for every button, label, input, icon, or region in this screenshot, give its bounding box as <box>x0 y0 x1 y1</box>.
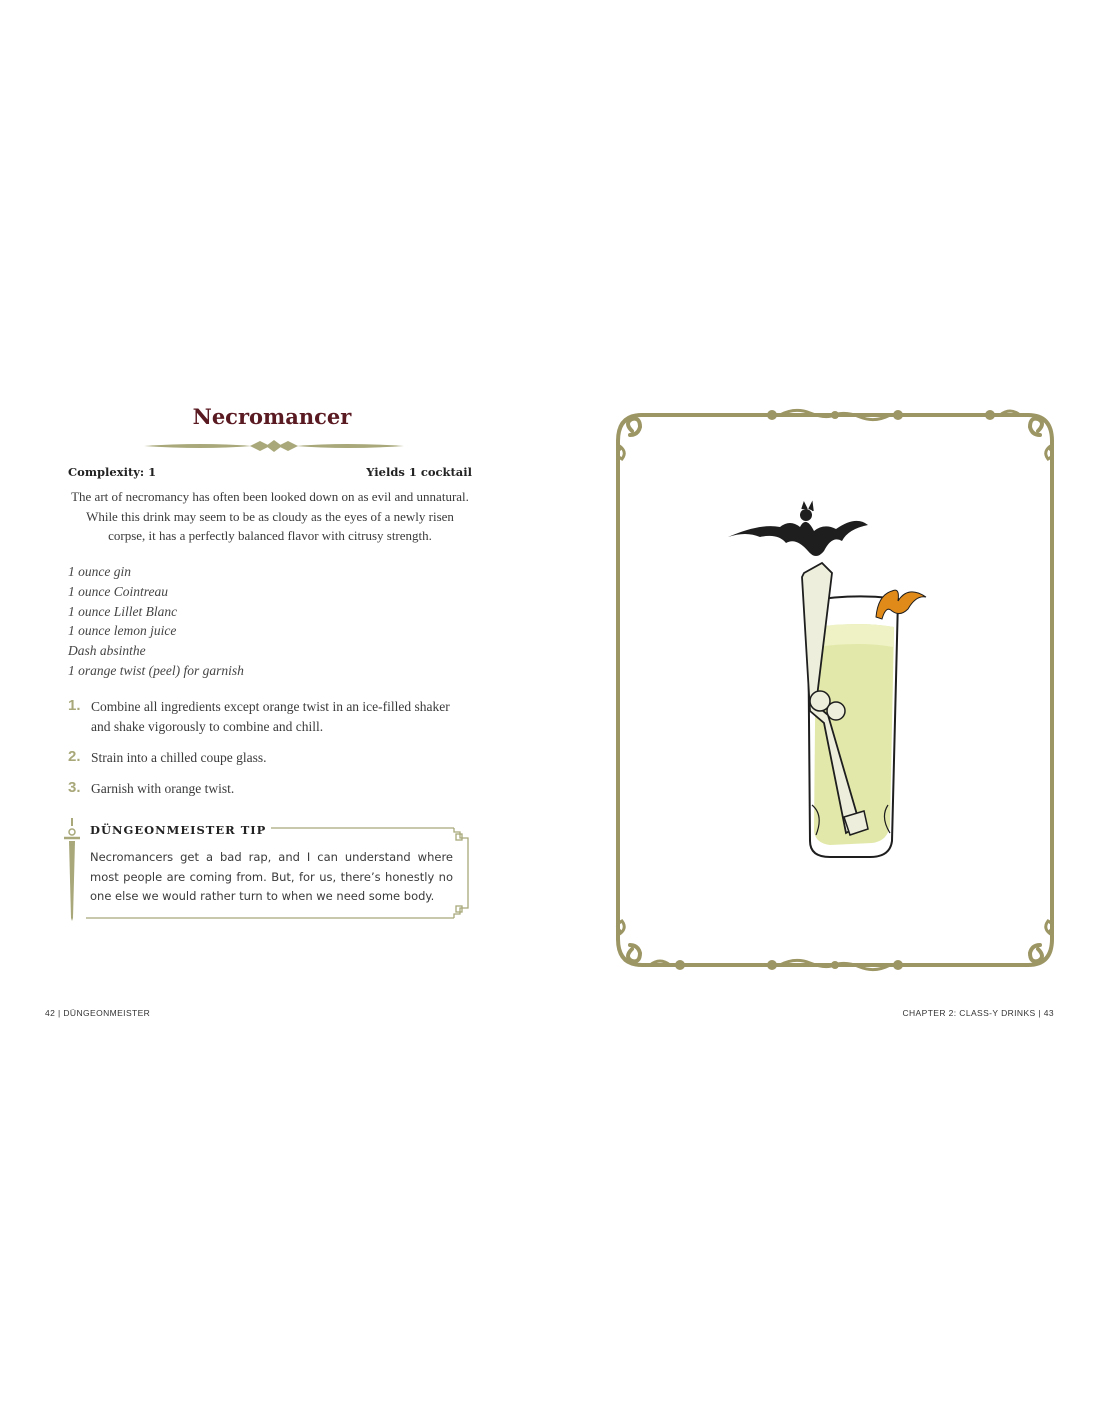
ingredient-item: 1 ounce Cointreau <box>68 583 168 599</box>
footer-right: CHAPTER 2: CLASS-Y DRINKS | 43 <box>902 1008 1054 1018</box>
ingredient-item: 1 orange twist (peel) for garnish <box>68 662 244 678</box>
ingredient-item: Dash absinthe <box>68 643 146 659</box>
step-item <box>68 748 468 768</box>
highball-glass-with-bone-and-bat-icon <box>728 503 926 857</box>
recipe-title: Necromancer <box>192 404 352 429</box>
step-text: Garnish with orange twist. <box>91 781 235 796</box>
step-text: Strain into a chilled coupe glass. <box>91 750 267 765</box>
step-number: 1. <box>68 697 81 714</box>
step-number: 3. <box>68 779 81 796</box>
title-divider-ornament <box>142 438 406 454</box>
step-item <box>68 779 468 799</box>
step-item <box>68 697 468 737</box>
ingredient-item: 1 ounce lemon juice <box>68 623 177 639</box>
recipe-meta <box>68 465 472 481</box>
ingredient-item: 1 ounce gin <box>68 564 131 579</box>
recipe-intro: The art of necromancy has often been looked down on as evil and unnatural. While this drink may seem to be as cloudy as the eyes of a newly risen corpse, it has a perfectly balanced flavor with citrusy strength. <box>71 489 469 543</box>
yield-label: Yields 1 cocktail <box>366 465 472 479</box>
ingredient-item: 1 ounce Lillet Blanc <box>68 603 178 619</box>
step-number: 2. <box>68 748 81 765</box>
ingredient-list <box>68 562 244 681</box>
tip-box <box>62 818 474 922</box>
complexity-label: Complexity: 1 <box>68 465 157 479</box>
step-list <box>68 697 468 810</box>
tip-title: DÜNGEONMEISTER TIP <box>90 823 271 837</box>
tip-text: Necromancers get a bad rap, and I can understand where most people are coming from. But, for us, there’s honestly no one else we would rather turn to when we need some body. <box>90 850 453 903</box>
illustration-frame <box>610 405 1060 975</box>
step-text: Combine all ingredients except orange twist in an ice-filled shaker and shake vigorously to combine and chill. <box>91 699 450 734</box>
ornate-frame-icon <box>610 405 1060 975</box>
footer-left: 42 | DÜNGEONMEISTER <box>45 1008 151 1018</box>
